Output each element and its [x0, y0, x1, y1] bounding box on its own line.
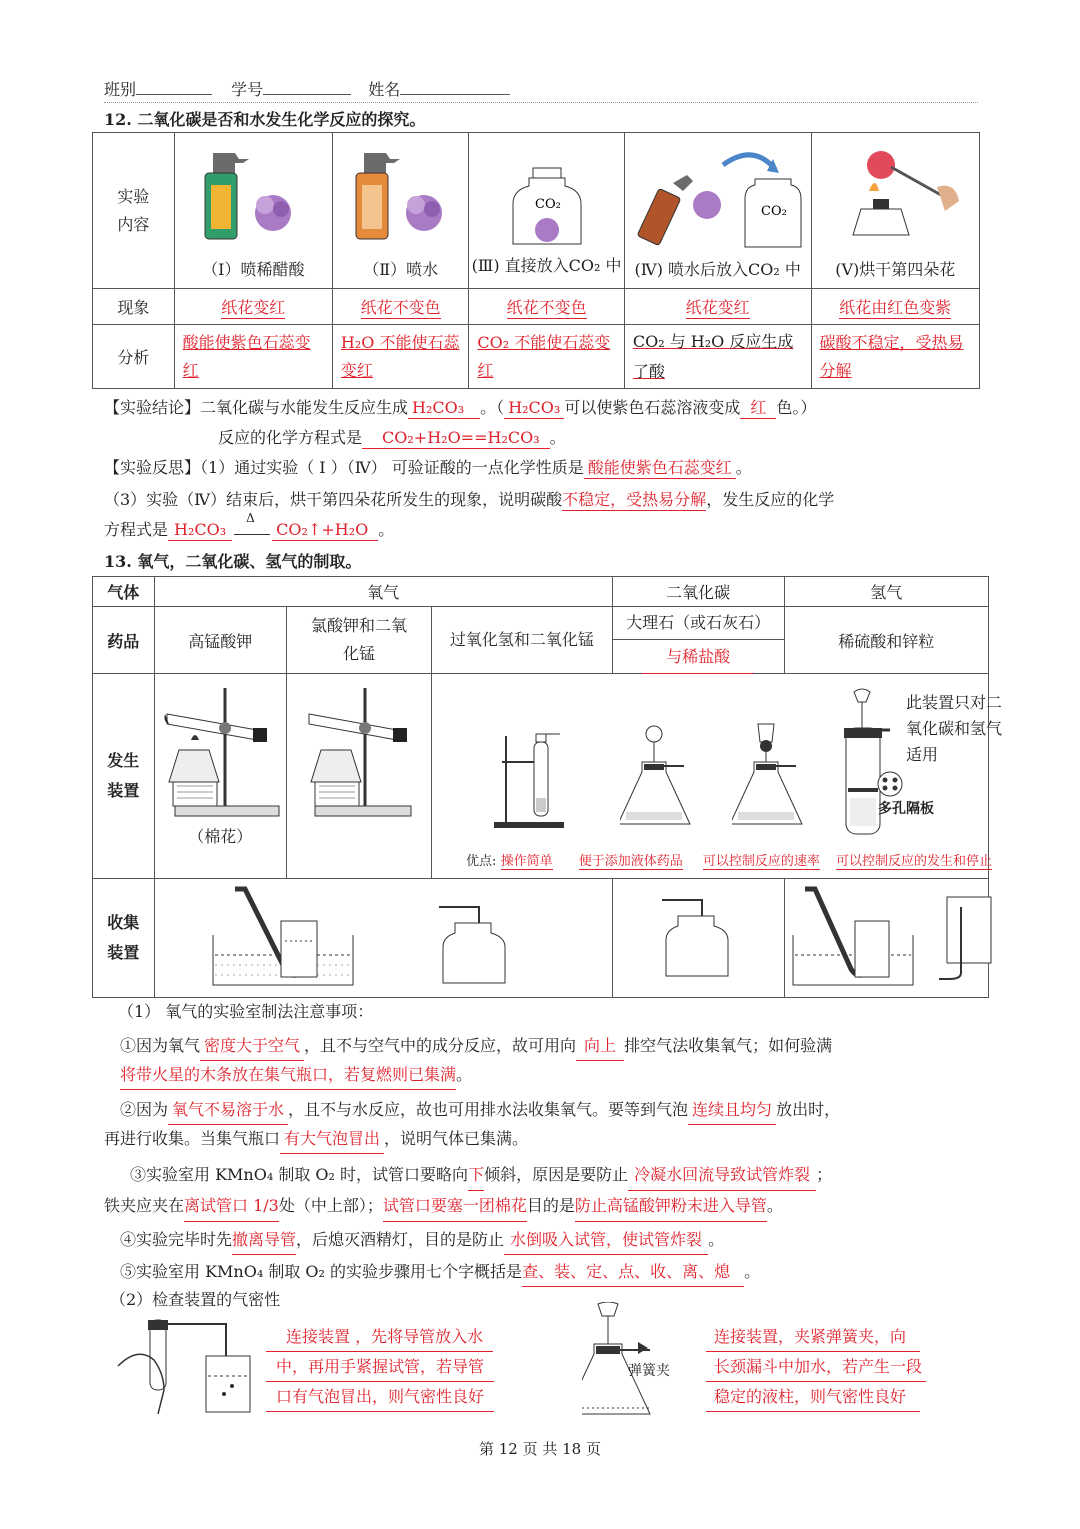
exp1-cell	[174, 133, 332, 289]
n1-a: ①因为氧气 密度大于空气 ，且不与空气中的成分反应，故可用向 向上 排空气法收集氧气；如何验满 将带火星的木条放在集气瓶口，若复燃则已集满。	[120, 1032, 980, 1090]
conclusion-ans2: H₂CO₃	[504, 398, 564, 419]
exp4-caption: (Ⅳ) 喷水后放入CO₂ 中	[634, 260, 801, 279]
co2-air-collect-icon	[658, 896, 738, 980]
adv-3: 可以控制反应的速率	[703, 850, 820, 870]
hand-tube-airtight-icon	[116, 1316, 256, 1416]
gas-label: 气体	[93, 577, 155, 607]
adv-2: 便于添加液体药品	[579, 850, 683, 870]
upward-air-collect-icon	[435, 903, 515, 987]
exp3-cell	[469, 133, 624, 289]
exp4-cell	[624, 133, 811, 289]
analysis-4: CO₂ 与 H₂O 反应生成了酸	[632, 331, 794, 381]
n1-d-ans1: 撤离导管	[232, 1226, 296, 1255]
gen-kclo3-cell	[286, 674, 431, 879]
oxygen-header: 氧气	[154, 577, 612, 607]
n1-b-ans1: 氧气不易溶于水	[168, 1096, 288, 1125]
equation-ans: CO₂+H₂O==H₂CO₃	[362, 428, 550, 449]
reflection-label: 【实验反思】	[104, 458, 201, 477]
analysis-3: CO₂ 不能使石蕊变红	[477, 332, 611, 380]
n1-b: ②因为 氧气不易溶于水 ，且不与水反应，故也可用排水法收集氧气。要等到气泡 连续且均匀 放出时， 再进行收集。当集气瓶口 有大气泡冒出 ，说明气体已集满。	[120, 1096, 980, 1154]
heating-tube-device-icon-2	[303, 684, 415, 824]
n1-a-ans1: 密度大于空气	[200, 1032, 304, 1061]
spray-water-flower-icon	[346, 143, 456, 253]
co2-header: 二氧化碳	[612, 577, 784, 607]
advantage-row	[466, 850, 992, 870]
o2-collect-cell	[154, 879, 612, 998]
content-label: 实验 内容	[93, 133, 175, 289]
n1-b-ans2: 连续且均匀	[688, 1096, 776, 1125]
gen-kmno4-cell	[154, 674, 286, 879]
n1-c: ③实验室用 KMnO₄ 制取 O₂ 时，试管口要略向下倾斜，原因是要防止 冷凝水回流导致试管炸裂 ； 铁夹应夹在离试管口 1/3处（中上部）；试管口要塞一团棉花目的是防止高锰酸钾粉末进入导管。	[130, 1160, 980, 1222]
drug-label: 药品	[93, 607, 155, 674]
reflection-text2: （3）实验（Ⅳ）结束后，烘干第四朵花所发生的现象，说明碳酸	[104, 490, 563, 509]
h2-collect-cell	[784, 879, 988, 998]
h2-drug: 稀硫酸和锌粒	[784, 607, 988, 674]
reflection-text3: ，发生反应的化学	[706, 490, 835, 509]
n2-left-3: 口有气泡冒出，则气密性良好	[266, 1382, 494, 1412]
n2-right-1: 连接装置，夹紧弹簧夹，向	[706, 1322, 920, 1352]
n1-a-ans2: 向上	[576, 1032, 624, 1061]
h2-water-collect-icon	[791, 885, 921, 989]
phenomenon-4: 纸花变红	[686, 295, 750, 319]
phenomenon-label: 现象	[93, 289, 175, 325]
n1-c-ans5: 防止高锰酸钾粉末进入导管	[575, 1191, 767, 1222]
porous-plate-icon	[876, 770, 906, 800]
analysis-1: 酸能使紫色石蕊变红	[182, 332, 311, 380]
delta-symbol: Δ	[246, 511, 255, 525]
equation-label: 反应的化学方程式是	[218, 428, 363, 447]
co2-jar-flower-icon	[507, 164, 587, 250]
cotton-note: （棉花）	[188, 827, 253, 846]
n1-c-ans1: 下	[468, 1160, 484, 1191]
conclusion-text4: 色。）	[776, 398, 817, 417]
exp2-caption: （Ⅱ）喷水	[363, 260, 439, 279]
spring-clip-label: 弹簧夹	[628, 1363, 670, 1379]
class-label: 班别	[104, 80, 137, 99]
reflection-text1: （1）通过实验（ Ⅰ ）（Ⅳ） 可验证酸的一点化学性质是	[200, 458, 584, 477]
phenomenon-5: 纸花由红色变紫	[839, 295, 951, 319]
phenomenon-1: 纸花变红	[221, 295, 285, 319]
device-note: 此装置只对二氧化碳和氢气适用	[906, 693, 1003, 764]
co2-jar-text: CO₂	[534, 197, 561, 212]
reflection-line1: 【实验反思】（1）通过实验（ Ⅰ ）（Ⅳ） 可验证酸的一点化学性质是 酸能使紫色石蕊变红 。	[104, 458, 752, 477]
n2-title: （2）检查装置的气密性	[110, 1290, 281, 1309]
n1-c-ans2: 冷凝水回流导致试管炸裂	[628, 1160, 816, 1191]
flask-separatory-funnel-icon	[732, 720, 812, 834]
n1-b-ans3: 有大气泡冒出	[280, 1125, 384, 1154]
conclusion-line	[104, 398, 984, 419]
q12-title: 12. 二氧化碳是否和水发生化学反应的探究。	[104, 110, 426, 129]
n1-title: （1） 氧气的实验室制法注意事项：	[118, 1002, 374, 1021]
q13-title: 13. 氧气，二氧化碳、氢气的制取。	[104, 552, 362, 571]
test-tube-stand-icon	[492, 732, 572, 832]
n1-e: ⑤实验室用 KMnO₄ 制取 O₂ 的实验步骤用七个字概括是查、装、定、点、收、离、熄 。	[120, 1258, 760, 1287]
heating-tube-device-icon	[157, 684, 283, 824]
conclusion-ans1: H₂CO₃	[408, 398, 480, 419]
header-bar	[104, 80, 978, 103]
drug-h2o2: 过氧化氢和二氧化锰	[432, 607, 613, 674]
spray-then-co2-icon	[633, 143, 803, 253]
co2-collect-cell	[612, 879, 784, 998]
exp2-cell	[332, 133, 468, 289]
equation-line: 反应的化学方程式是 CO₂+H₂O==H₂CO₃ 。	[218, 428, 566, 447]
flask-long-funnel-icon	[620, 724, 700, 834]
conclusion-ans3: 红	[740, 398, 776, 419]
id-field[interactable]	[263, 94, 351, 95]
phenomenon-3: 纸花不变色	[507, 295, 587, 319]
n2-left	[266, 1322, 494, 1412]
hydrogen-header: 氢气	[784, 577, 988, 607]
phenomenon-2: 纸花不变色	[361, 295, 441, 319]
reflection-ans2: 不稳定，受热易分解	[562, 490, 707, 509]
exp5-cell	[811, 133, 979, 289]
conclusion-text3: 可以使紫色石蕊溶液变成	[564, 398, 741, 417]
n2-right-2: 长颈漏斗中加水，若产生一段	[706, 1352, 926, 1382]
reflection-ans1: 酸能使紫色石蕊变红	[584, 458, 736, 479]
co2-drug: 大理石（或石灰石）	[613, 607, 784, 640]
name-field[interactable]	[400, 94, 510, 95]
h2-downward-collect-icon	[937, 893, 1001, 983]
exp1-caption: （Ⅰ）喷稀醋酸	[202, 260, 305, 279]
adv-1: 操作简单	[501, 850, 553, 870]
class-field[interactable]	[136, 94, 212, 95]
gen-label: 发生 装置	[93, 674, 155, 879]
water-displacement-icon	[211, 885, 361, 989]
conclusion-label: 【实验结论】	[104, 398, 201, 417]
reflection-line2	[104, 490, 984, 511]
n1-c-ans4: 试管口要塞一团棉花	[383, 1191, 527, 1222]
n1-a-ans3: 将带火星的木条放在集气瓶口，若复燃则已集满	[120, 1061, 456, 1090]
adv-4: 可以控制反应的发生和停止	[836, 850, 992, 870]
drug-kmno4: 高锰酸钾	[154, 607, 286, 674]
n1-d: ④实验完毕时先撤离导管，后熄灭酒精灯，目的是防止 水倒吸入试管，使试管炸裂 。	[120, 1226, 724, 1255]
id-label: 学号	[231, 80, 264, 99]
name-label: 姓名	[368, 80, 401, 99]
n2-right-3: 稳定的液柱，则气密性良好	[706, 1382, 920, 1412]
reflection-ans3a: H₂CO₃	[168, 520, 232, 541]
gen-liquid-cell	[432, 674, 1003, 879]
n1-d-ans2: 水倒吸入试管，使试管炸裂	[504, 1226, 708, 1255]
exp5-caption: (Ⅴ)烘干第四朵花	[835, 260, 956, 279]
n2-right	[706, 1322, 926, 1412]
conclusion-text1: 二氧化碳与水能发生反应生成	[200, 398, 409, 417]
n1-e-ans: 查、装、定、点、收、离、熄	[522, 1258, 744, 1287]
q13-table	[92, 576, 1003, 998]
analysis-2: H₂O 不能使石蕊变红	[340, 332, 460, 380]
n2-left-2: 中，再用手紧握试管，若导管	[266, 1352, 494, 1382]
analysis-5: 碳酸不稳定，受热易分解	[819, 332, 964, 380]
exp3-caption: (Ⅲ) 直接放入CO₂ 中	[471, 256, 622, 275]
porous-plate-label: 多孔隔板	[878, 801, 935, 817]
collect-label: 收集 装置	[93, 879, 155, 998]
co2-drug-cell	[612, 607, 784, 674]
conclusion-text2: 。（	[480, 398, 505, 417]
reflection-text4: 方程式是	[104, 520, 169, 539]
alcohol-lamp-drying-icon	[825, 143, 965, 253]
n2-left-1: 连接装置 ，先将导管放入水	[266, 1322, 493, 1352]
adv-label: 优点:	[466, 854, 497, 869]
page-footer: 第 12 页 共 18 页	[478, 1440, 601, 1458]
co2-jar-text-2: CO₂	[760, 204, 787, 219]
reflection-ans3b: CO₂↑+H₂O	[272, 520, 378, 541]
drug-kclo3: 氯酸钾和二氧化锰	[286, 607, 431, 674]
spray-bottle-flower-icon	[193, 143, 313, 253]
q12-table	[92, 132, 980, 389]
reflection-line3: 方程式是 H₂CO₃ Δ CO₂↑+H₂O 。	[104, 520, 394, 541]
analysis-label: 分析	[93, 325, 175, 389]
n1-c-ans3: 离试管口 1/3	[184, 1191, 279, 1222]
co2-drug-ans: 与稀盐酸	[642, 640, 754, 674]
